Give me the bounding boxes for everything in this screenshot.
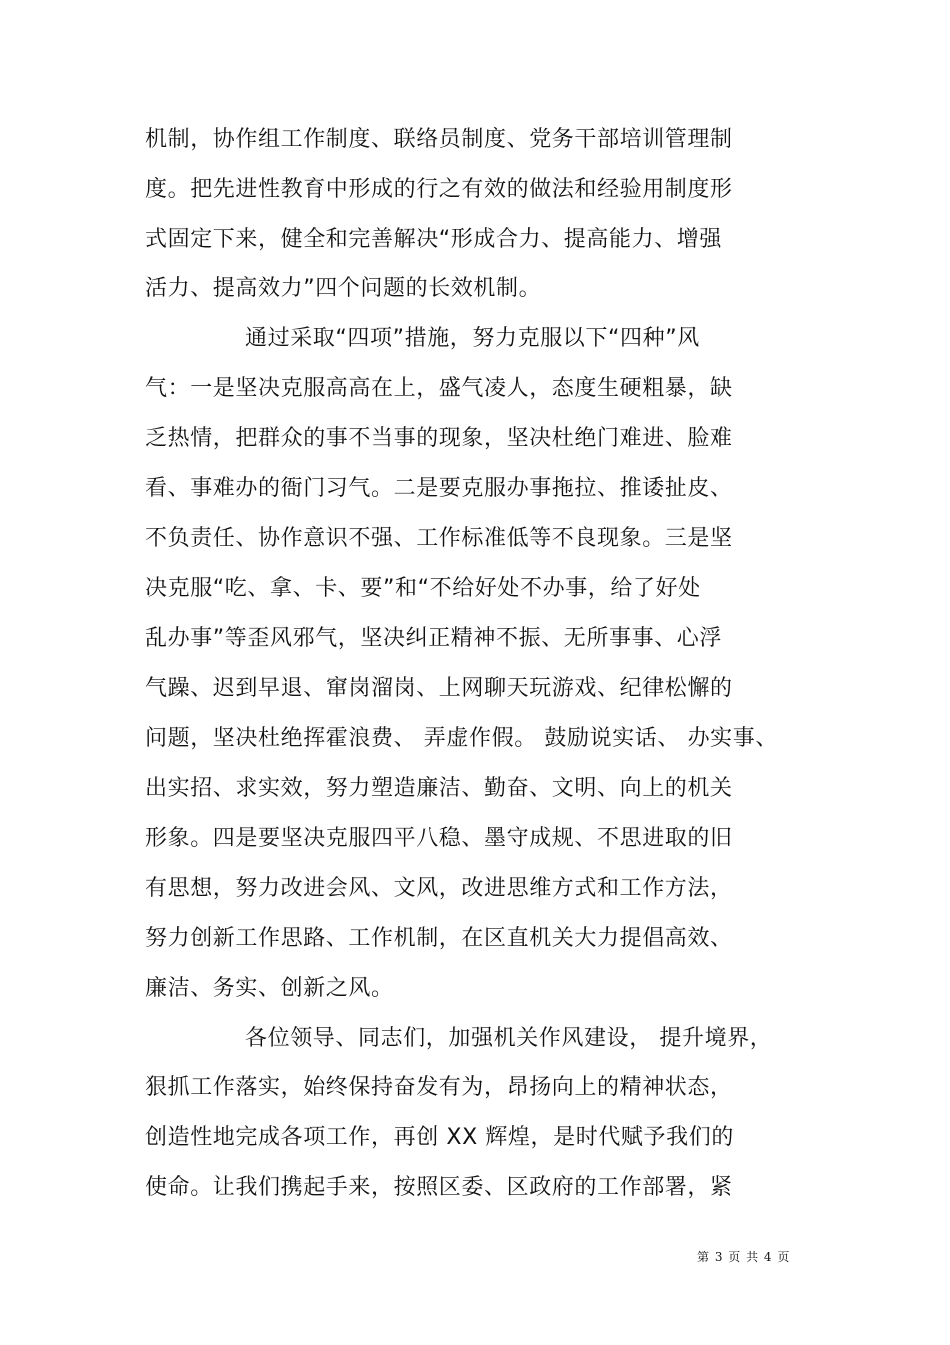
text-line: 机制，协作组工作制度、联络员制度、党务干部培训管理制 <box>145 127 733 152</box>
text-line: 度。把先进性教育中形成的行之有效的做法和经验用制度形 <box>145 177 733 202</box>
page-number-footer: 第 3 页 共 4 页 <box>697 1250 791 1264</box>
text-line: 决克服“吃、拿、卡、要”和“不给好处不办事，给了好处 <box>145 576 701 601</box>
text-line: 有思想，努力改进会风、文风，改进思维方式和工作方法， <box>145 876 733 901</box>
text-line: 看、事难办的衙门习气。二是要克服办事拖拉、推诿扯皮、 <box>145 476 733 501</box>
text-line: 式固定下来，健全和完善解决“形成合力、提高能力、增强 <box>145 227 722 252</box>
text-line: 出实招、求实效，努力塑造廉洁、勤奋、文明、向上的机关 <box>145 776 733 801</box>
text-line: 狠抓工作落实，始终保持奋发有为，昂扬向上的精神状态， <box>145 1075 733 1100</box>
text-line: 廉洁、务实、创新之风。 <box>145 976 394 1001</box>
text-line: 气：一是坚决克服高高在上，盛气凌人，态度生硬粗暴，缺 <box>145 376 733 401</box>
text-line: 乱办事”等歪风邪气，坚决纠正精神不振、无所事事、心浮 <box>145 626 722 651</box>
text-line: 不负责任、协作意识不强、工作标准低等不良现象。三是坚 <box>145 526 733 551</box>
text-line: 问题，坚决杜绝挥霍浪费、 弄虚作假。 鼓励说实话、 办实事、 <box>145 726 778 751</box>
text-line: 努力创新工作思路、工作机制，在区直机关大力提倡高效、 <box>145 926 733 951</box>
text-line: 通过采取“四项”措施，努力克服以下“四种”风 <box>245 326 700 351</box>
text-line: 气躁、迟到早退、窜岗溜岗、上网聊天玩游戏、纪律松懈的 <box>145 676 733 701</box>
text-line: 乏热情，把群众的事不当事的现象，坚决杜绝门难进、脸难 <box>145 426 733 451</box>
text-line: 形象。四是要坚决克服四平八稳、墨守成规、不思进取的旧 <box>145 826 733 851</box>
text-line: 创造性地完成各项工作，再创 XX 辉煌，是时代赋予我们的 <box>145 1125 734 1150</box>
text-line: 各位领导、同志们，加强机关作风建设， 提升境界， <box>245 1026 773 1051</box>
text-line: 使命。让我们携起手来，按照区委、区政府的工作部署，紧 <box>145 1175 733 1200</box>
text-line: 活力、提高效力”四个问题的长效机制。 <box>145 276 542 301</box>
